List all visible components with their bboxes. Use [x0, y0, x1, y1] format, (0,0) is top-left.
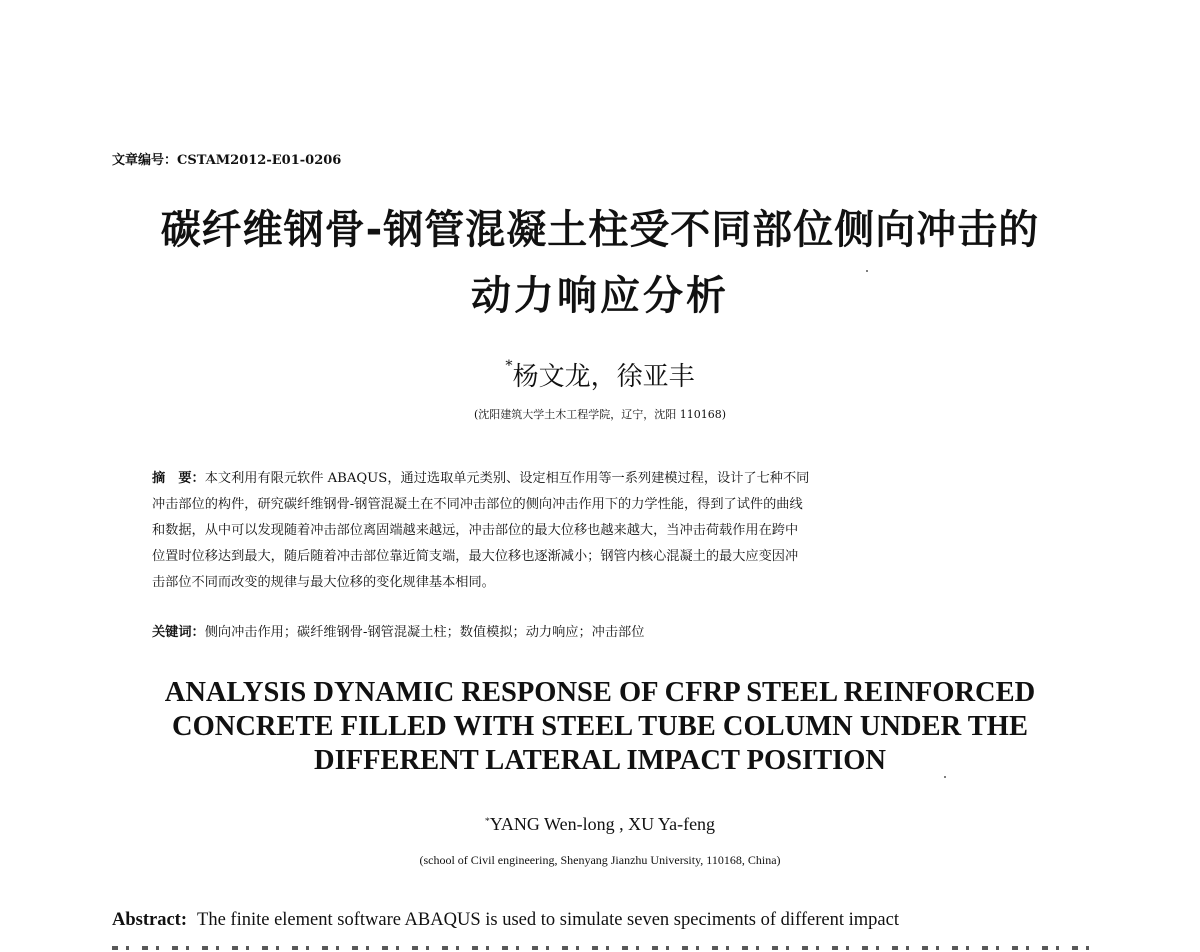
authors-en: [0, 814, 1200, 835]
cut-off-text-fragment: [112, 946, 1092, 950]
abstract-cn-line: 和数据，从中可以发现随着冲击部位离固端越来越远，冲击部位的最大位移也越来越大，当冲击荷载作用在跨中: [152, 523, 799, 538]
author-names-cn: 杨文龙，徐亚丰: [512, 362, 695, 392]
abstract-en-label: Abstract:: [112, 910, 188, 930]
title-cn-line-1: 碳纤维钢骨-钢管混凝土柱受不同部位侧向冲击的: [160, 207, 1040, 253]
abstract-cn: [152, 466, 1052, 596]
title-en-line-1: ANALYSIS DYNAMIC RESPONSE OF CFRP STEEL REINFORCED: [164, 677, 1036, 708]
affiliation-cn: (沈阳建筑大学土木工程学院，辽宁，沈阳 110168): [473, 408, 727, 421]
title-en-line-2: CONCRETE FILLED WITH STEEL TUBE COLUMN UNDER THE: [171, 711, 1028, 742]
abstract-cn-text: 本文利用有限元软件 ABAQUS，通过选取单元类别、设定相互作用等一系列建模过程，设计了七种不同: [204, 471, 810, 486]
abstract-cn-line: [152, 466, 1052, 492]
title-en-line-3: DIFFERENT LATERAL IMPACT POSITION: [314, 745, 886, 776]
corresponding-author-mark: *: [505, 358, 513, 374]
abstract-en: [112, 910, 1092, 931]
scan-speck: [944, 776, 946, 778]
abstract-cn-label: 摘 要：: [152, 471, 205, 486]
article-number: 文章编号：CSTAM2012-E01-0206: [112, 153, 342, 168]
abstract-cn-line: 冲击部位的构件，研究碳纤维钢骨-钢管混凝土在不同冲击部位的侧向冲击作用下的力学性能，得到了试件的曲线: [152, 497, 803, 512]
keywords-cn-label: 关键词：: [152, 625, 205, 640]
affiliation-en: (school of Civil engineering, Shenyang Jianzhu University, 110168, China): [419, 853, 781, 867]
abstract-en-text: The finite element software ABAQUS is used to simulate seven speciments of different impact: [197, 910, 899, 930]
author-names-en: YANG Wen-long , XU Ya-feng: [489, 814, 716, 834]
abstract-cn-line: 位置时位移达到最大，随后随着冲击部位靠近简支端，最大位移也逐渐减小；钢管内核心混凝土的最大应变因冲: [152, 549, 799, 564]
abstract-cn-line: 击部位不同而改变的规律与最大位移的变化规律基本相同。: [152, 575, 495, 590]
authors-cn: [0, 356, 1200, 393]
title-cn-line-2: 动力响应分析: [471, 273, 729, 319]
title-en: [0, 676, 1200, 778]
cut-off-text-line: [112, 944, 1092, 952]
scan-speck: [866, 270, 868, 272]
keywords-cn-text: 侧向冲击作用；碳纤维钢骨-钢管混凝土柱；数值模拟；动力响应；冲击部位: [204, 625, 645, 640]
corresponding-author-mark-en: *: [484, 816, 490, 827]
keywords-cn: [152, 621, 644, 640]
